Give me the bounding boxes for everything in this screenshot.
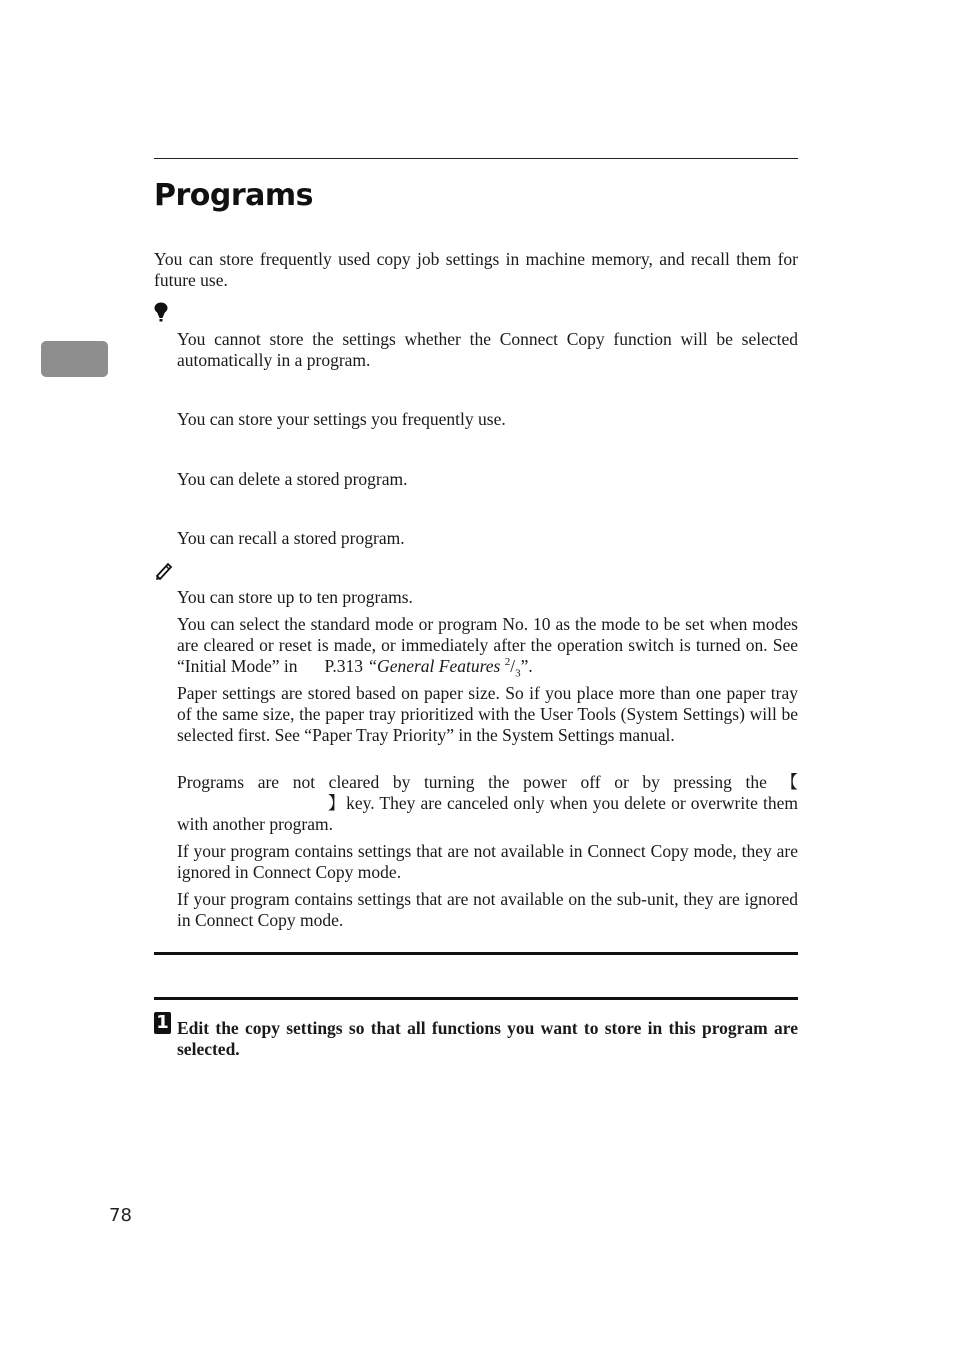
subsection-rule (154, 997, 798, 1000)
section-text-delete: You can delete a stored program. (177, 469, 408, 489)
important-icon (154, 302, 170, 327)
note-item: Paper settings are stored based on paper size. So if you place more than one paper tray of the same size, the paper tray prioritized with the User Tools (System Settings) will be selected first. See “Paper Tray Priority” in the System Settings manual. (177, 683, 798, 745)
page-title: Programs (154, 178, 314, 213)
page-number: 78 (109, 1205, 132, 1226)
page-reference[interactable]: P.313 (324, 656, 363, 676)
note-item-text: You can select the standard mode or program No. 10 as the mode to be set when modes are cleared or reset is made, or immediately after the operation switch is turned on. See “Initial Mode” in (177, 614, 798, 676)
note-item: If your program contains settings that are not available in Connect Copy mode, they are ignored in Connect Copy mode. (177, 841, 798, 882)
section-text-recall: You can recall a stored program. (177, 528, 405, 548)
step-instruction: Edit the copy settings so that all functions you want to store in this program are selected. (177, 1018, 798, 1059)
key-bracket-close: 】 (327, 793, 347, 813)
note-item: You can store up to ten programs. (177, 587, 413, 607)
note-item-text: Programs are not cleared by turning the power off or by pressing the (177, 772, 767, 792)
reference-end: ”. (520, 656, 533, 676)
note-item-text-continued: key. They are canceled only when you delete or overwrite them with another program. (177, 793, 798, 834)
section-rule (154, 952, 798, 955)
chapter-tab (41, 341, 108, 377)
limitation-text: You cannot store the settings whether the Connect Copy function will be selected automatically in a program. (177, 329, 798, 370)
pencil-note-icon (154, 561, 174, 586)
note-item-initial-mode: You can select the standard mode or program No. 10 as the mode to be set when modes are cleared or reset is made, or immediately after the operation switch is turned on. See “Initial Mode” in P.313 “General Features $^2/_3$”. (177, 614, 798, 680)
fraction-numerator: 2 (504, 656, 511, 669)
fraction-denominator: 3 (515, 667, 521, 680)
note-item: If your program contains settings that are not available on the sub-unit, they are ignored in Connect Copy mode. (177, 889, 798, 930)
intro-paragraph: You can store frequently used copy job settings in machine memory, and recall them for future use. (154, 249, 798, 290)
top-rule (154, 158, 798, 159)
step-number-badge: 1 (154, 1012, 171, 1034)
reference-title: “General Features (367, 656, 501, 676)
note-item-clear (177, 772, 798, 835)
key-bracket-open: 【 (780, 772, 799, 792)
section-text-store: You can store your settings you frequently use. (177, 409, 506, 429)
